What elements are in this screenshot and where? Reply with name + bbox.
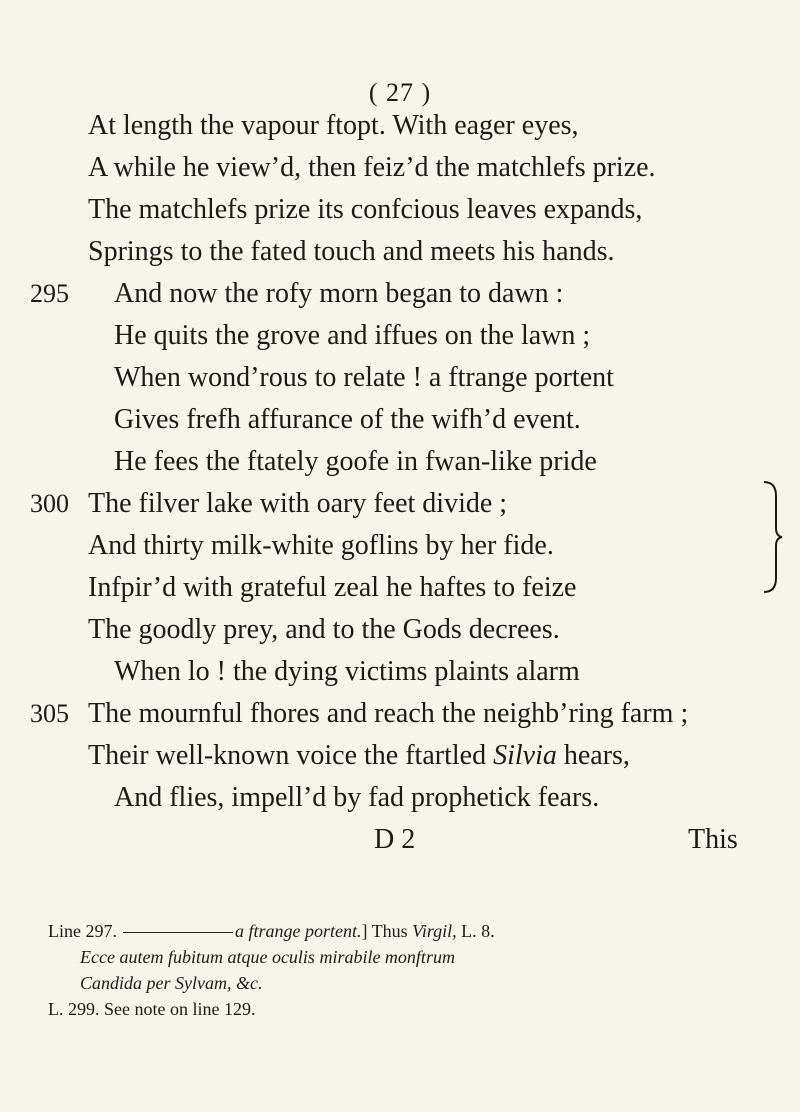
verse-text: The goodly prey, and to the Gods decrees. (88, 614, 560, 645)
latin-line-1: Ecce autem fubitum atque oculis mirabile monftrum (80, 947, 455, 967)
footnote-latin-2 (80, 970, 262, 996)
verse-text: And flies, impell’d by fad prophetick fears. (114, 782, 600, 813)
verse-line (0, 190, 800, 230)
footnote-line-297 (48, 918, 495, 944)
verse-text: He fees the ftately goofe in fwan-like pride (114, 446, 597, 477)
verse-text: The mournful fhores and reach the neighb’ring farm ; (88, 698, 689, 729)
line-number: 300 (30, 489, 69, 518)
verse-line (0, 106, 800, 146)
verse-line (0, 358, 800, 398)
verse-text: Springs to the fated touch and meets his hands. (88, 236, 615, 267)
verse-line (0, 148, 800, 188)
verse-line (0, 400, 800, 440)
verse-text: When lo ! the dying victims plaints alarm (114, 656, 580, 687)
note-author: Virgil, (412, 921, 457, 941)
verse-line (0, 484, 800, 524)
verse-line (0, 568, 800, 608)
note-label: Line 297. (48, 921, 117, 941)
footnote-line-299 (48, 996, 255, 1022)
note-after-lemma: ] Thus (361, 921, 413, 941)
verse-line (0, 274, 800, 314)
verse-text: At length the vapour ftopt. With eager eyes, (88, 110, 579, 141)
verse-line (0, 736, 800, 776)
verse-text: And now the rofy morn began to dawn : (114, 278, 564, 309)
verse-line (0, 610, 800, 650)
catchword: This (688, 824, 738, 855)
verse-text-after: hears, (556, 740, 630, 771)
verse-line (0, 778, 800, 818)
note-ref: L. 8. (456, 921, 495, 941)
verse-line (0, 652, 800, 692)
verse-text-italic: Silvia (493, 740, 557, 771)
verse-text: Infpir’d with grateful zeal he haftes to feize (88, 572, 577, 603)
note-lemma: a ftrange portent. (235, 921, 362, 941)
note-299: L. 299. See note on line 129. (48, 999, 256, 1019)
line-number: 305 (30, 699, 69, 728)
verse-text: And thirty milk-white goflins by her fide. (88, 530, 554, 561)
page-number: ( 27 ) (368, 78, 432, 107)
verse-line (0, 316, 800, 356)
verse-line (0, 232, 800, 272)
verse-text: He quits the grove and iffues on the lawn ; (114, 320, 591, 351)
verse-text: A while he view’d, then feiz’d the matchlefs prize. (88, 152, 656, 183)
verse-text (88, 736, 630, 776)
verse-line (0, 442, 800, 482)
verse-text: When wond’rous to relate ! a ftrange portent (114, 362, 614, 393)
verse-line (0, 526, 800, 566)
verse-line (0, 694, 800, 734)
verse-text-before: Their well-known voice the ftartled (88, 740, 494, 771)
verse-text: The filver lake with oary feet divide ; (88, 488, 508, 519)
verse-text: The matchlefs prize its confcious leaves expands, (88, 194, 643, 225)
note-dash (123, 932, 233, 933)
latin-line-2: Candida per Sylvam, &c. (80, 973, 263, 993)
line-number: 295 (30, 279, 69, 308)
triplet-brace (760, 478, 784, 596)
signature-mark: D 2 (374, 824, 416, 855)
footnote-latin-1 (80, 944, 455, 970)
verse-text: Gives frefh affurance of the wifh’d event. (114, 404, 581, 435)
catch-line (0, 820, 800, 860)
